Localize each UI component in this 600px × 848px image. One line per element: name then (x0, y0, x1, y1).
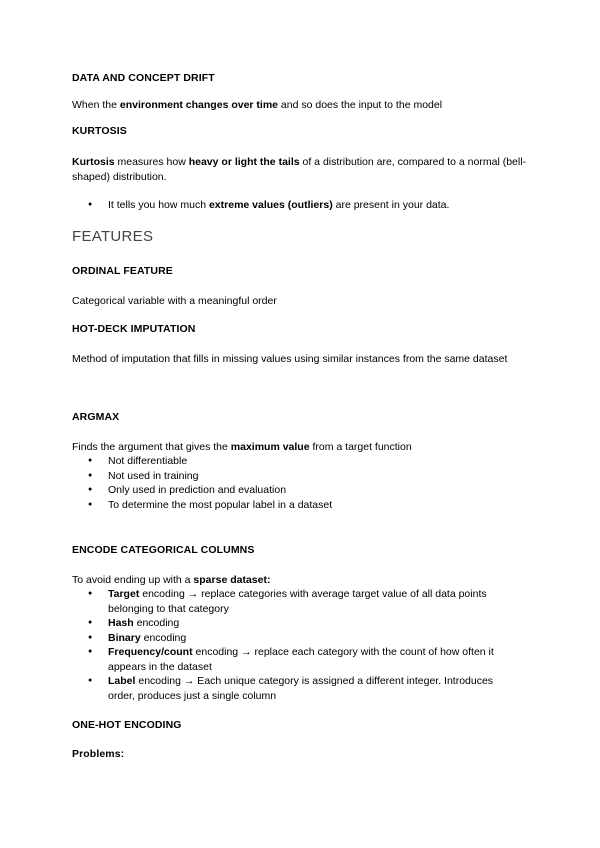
hot-deck-paragraph: Method of imputation that fills in missing values using similar instances from the same dataset (72, 353, 508, 365)
encode-bullet-list (72, 587, 522, 703)
argmax-paragraph: Finds the argument that gives the maximum value from a target function (72, 441, 412, 453)
list-item: ● To determine the most popular label in a dataset (72, 498, 532, 513)
list-item: ● It tells you how much extreme values (outliers) are present in your data. (72, 198, 532, 213)
list-item: ● Not differentiable (72, 454, 532, 469)
problems-label: Problems: (72, 748, 125, 760)
list-item: ● Not used in training (72, 469, 532, 484)
heading-kurtosis: KURTOSIS (72, 125, 127, 137)
encode-paragraph: To avoid ending up with a sparse dataset: (72, 574, 271, 586)
heading-ordinal-feature: ORDINAL FEATURE (72, 265, 173, 277)
list-item: ● Label encoding → Each unique category is assigned a different integer. Introduces order, produces just a single column (72, 674, 522, 703)
list-item: ● Binary encoding (72, 631, 522, 646)
list-item: ● Target encoding → replace categories with average target value of all data points belonging to that category (72, 587, 522, 616)
heading-encode-categorical-columns: ENCODE CATEGORICAL COLUMNS (72, 544, 255, 556)
heading-hot-deck-imputation: HOT-DECK IMPUTATION (72, 323, 196, 335)
list-item: ● Frequency/count encoding → replace each category with the count of how often it appears in the dataset (72, 645, 522, 674)
kurtosis-paragraph: Kurtosis measures how heavy or light the tails of a distribution are, compared to a normal (bell-shaped) distribution. (72, 156, 527, 183)
list-item: ● Only used in prediction and evaluation (72, 483, 532, 498)
heading-features: FEATURES (72, 228, 154, 245)
heading-data-concept-drift: DATA AND CONCEPT DRIFT (72, 72, 215, 84)
heading-argmax: ARGMAX (72, 411, 120, 423)
heading-one-hot-encoding: ONE-HOT ENCODING (72, 719, 182, 731)
kurtosis-bullet-list (72, 198, 532, 213)
ordinal-paragraph: Categorical variable with a meaningful order (72, 295, 277, 307)
list-item: ● Hash encoding (72, 616, 522, 631)
drift-paragraph: When the environment changes over time and so does the input to the model (72, 99, 443, 111)
argmax-bullet-list (72, 454, 532, 512)
